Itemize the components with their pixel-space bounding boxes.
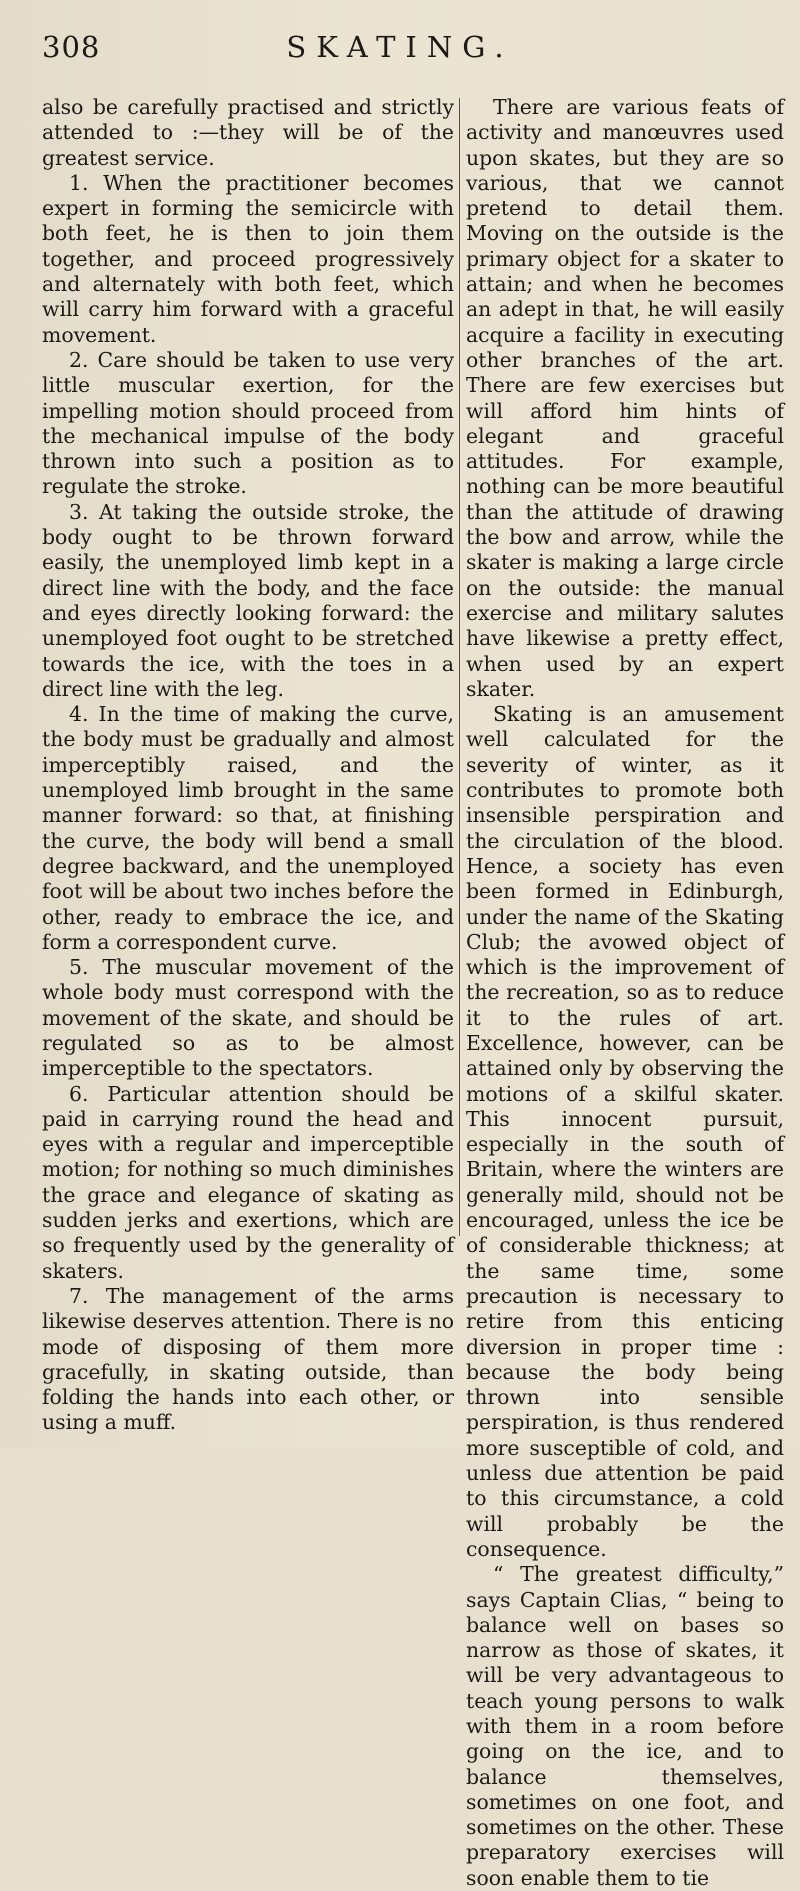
paragraph: Skating is an amusement well calculated for the severity of winter, as it contributes to promote both insensible perspiration and the circulation of the blood. Hence, a society has even been formed in Edinburgh, under the name of the Skating Club; the avowed object of which is the improvement of the recreation, so as to reduce it to the rules of art. Excellence, however, can be attained only by observing the motions of a skilful skater. This innocent pursuit, especially in the south of Britain, where the winters are generally mild, should not be encouraged, unless the ice be of considerable thickness; at the same time, some precaution is necessary to retire from this enticing diversion in proper time : because the body being thrown into sensible perspiration, is thus rendered more susceptible of cold, and unless due attention be paid to this circumstance, a cold will probably be the consequence. bbox=[466, 702, 784, 1561]
column-divider bbox=[459, 98, 460, 1236]
paragraph: There are various feats of activity and manœuvres used upon skates, but they are so various, that we cannot pretend to detail them. Moving on the outside is the primary object for a skater to attain; and when he becomes an adept in that, he will easily acquire a facility in executing other branches of the art. There are few exercises but will afford him hints of elegant and graceful attitudes. For example, nothing can be more beautiful than the attitude of drawing the bow and arrow, while the skater is making a large circle on the outside: the manual exercise and military salutes have likewise a pretty effect, when used by an expert skater. bbox=[466, 95, 784, 701]
paragraph: 1. When the practitioner becomes expert in forming the semicircle with both feet, he is then to join them together, and proceed progressively and alternately with both feet, which will carry him forward with a graceful movement. bbox=[42, 170, 454, 347]
paragraph: 6. Particular attention should be paid in carrying round the head and eyes with a regular and imperceptible motion; for nothing so much diminishes the grace and elegance of skating as sudden jerks and exertions, which are so frequently used by the generality of skaters. bbox=[42, 1081, 454, 1283]
paragraph: 3. At taking the outside stroke, the body ought to be thrown forward easily, the unemployed limb kept in a direct line with the body, and the face and eyes directly looking forward: the unemployed foot ought to be stretched towards the ice, with the toes in a direct line with the leg. bbox=[42, 499, 454, 701]
paragraph: 7. The management of the arms likewise deserves attention. There is no mode of disposing of them more gracefully, in skating outside, than folding the hands into each other, or using a muff. bbox=[42, 1283, 454, 1435]
paragraph: 5. The muscular movement of the whole body must correspond with the movement of the skate, and should be regulated so as to be almost imperceptible to the spectators. bbox=[42, 955, 454, 1081]
paragraph: also be carefully practised and strictly attended to :—they will be of the greatest service. bbox=[42, 95, 454, 170]
paragraph: “ The greatest difficulty,” says Captain Clias, “ being to balance well on bases so narrow as those of skates, it will be very advantageous to teach young persons to walk with them in a room before going on the ice, and to balance themselves, sometimes on one foot, and sometimes on the other. These preparatory exercises will soon enable them to tie bbox=[466, 1562, 784, 1890]
left-column bbox=[42, 95, 454, 1435]
paragraph: 2. Care should be taken to use very little muscular exertion, for the impelling motion should proceed from the mechanical impulse of the body thrown into such a position as to regulate the stroke. bbox=[42, 347, 454, 499]
right-column bbox=[466, 95, 784, 1890]
paragraph: 4. In the time of making the curve, the body must be gradually and almost imperceptibly raised, and the unemployed limb brought in the same manner forward: so that, at finishing the curve, the body will bend a small degree backward, and the unemployed foot will be about two inches before the other, ready to embrace the ice, and form a correspondent curve. bbox=[42, 702, 454, 954]
running-head: SKATING. bbox=[286, 30, 514, 64]
page-number: 308 bbox=[42, 30, 101, 64]
page-header bbox=[0, 0, 800, 92]
